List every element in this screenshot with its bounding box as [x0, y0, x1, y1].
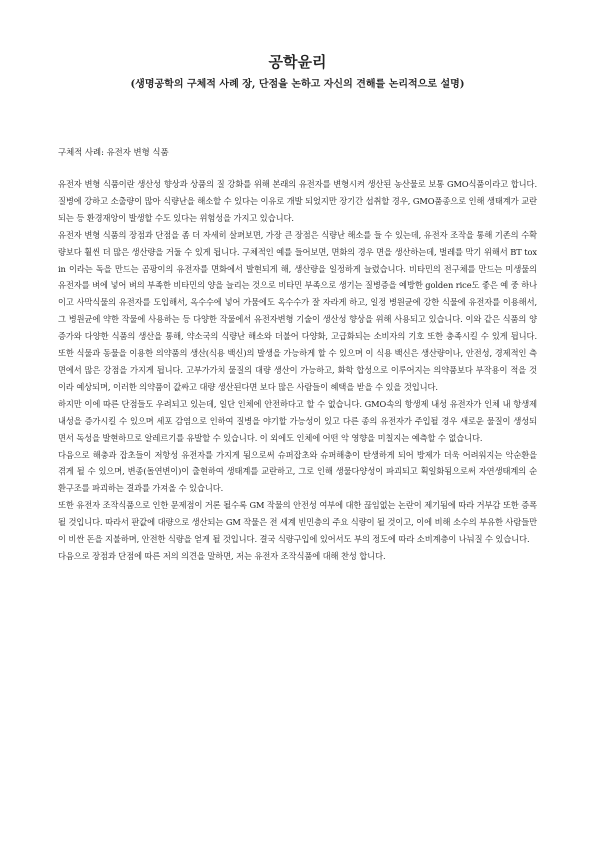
case-label: 구체적 사례: 유전자 변형 식품	[58, 147, 169, 157]
paragraph-disadvantages-health: 하지만 이에 따른 단점들도 우려되고 있는데, 일단 인체에 안전하다고 할 수 없습니다. GMO속의 항생제 내성 유전자가 인체 내 항생제 내성을 증가시킬 수 있으며 세포 감염으로 인하여 질병을 야기할 가능성이 있고 다른 종의 유전자가 주입될 경우 새로운 물질이 생성되면서 독성을 발현하므로 알레르기를 유발할 수 있습니다. 이 외에도 인체에 어떤 악 영향을 미칠지는 예측할 수 없습니다.	[58, 398, 537, 443]
document-title: 공학윤리	[268, 53, 327, 71]
paragraph-definition: 유전자 변형 식품이란 생산성 향상과 상품의 질 강화를 위해 본래의 유전자를 변형시켜 생산된 농산물로 보통 GMO식품이라고 합니다. 질병에 강하고 소출량이 많아 식량난을 해소할 수 있다는 이유로 개발 되었지만 장기간 섭취할 경우, GMO품종으로 인해 생태계가 교란되는 등 환경재앙이 발생할 수도 있다는 위험성을 가지고 있습니다.	[58, 179, 537, 223]
document-body	[58, 176, 537, 565]
paragraph-advantages: 유전자 변형 식품의 장점과 단점을 좀 더 자세히 살펴보면, 가장 큰 장점은 식량난 해소를 들 수 있는데, 유전자 조작을 통해 기존의 수확량보다 훨씬 더 많은 생산량을 거둘 수 있게 됩니다. 구체적인 예를 들어보면, 면화의 경우 면을 생산하는데, 벌레를 막기 위해서 BT toxin 이라는 독을 만드는 곰팡이의 유전자를 면화에서 발현되게 해, 생산량을 일정하게 늘렸습니다. 비타민의 전구체를 만드는 미생물의 유전자를 벼에 넣어 벼의 부족한 비타민의 양을 늘리는 것으로 비타민 부족으로 생기는 질병증을 예방한 golden rice도 좋은 예 중 하나이고 사막식물의 유전자를 도입해서, 옥수수에 넣어 가뭄에도 옥수수가 잘 자라게 하고, 일정 병원균에 강한 식물에 유전자를 이용해서, 그 병원균에 약한 작물에 사용하는 등 다양한 작물에서 유전자변형 기술이 생산성 향상을 위해 사용되고 있습니다. 이와 같은 식품의 양 증가와 다양한 식품의 생산을 통해, 약소국의 식량난 해소와 더불어 다양화, 고급화되는 소비자의 기호 또한 충족시킬 수 있게 됩니다. 또한 식물과 동물을 이용한 의약품의 생산(식용 백신)의 발생을 가능하게 할 수 있으며 이 식용 백신은 생산량이나, 안전성, 경제적인 측면에서 많은 강점을 가지게 됩니다. 고부가가치 물질의 대량 생산이 가능하고, 화학 합성으로 이루어지는 의약품보다 부작용이 적을 것이라 예상되며, 이러한 의약품이 값싸고 대량 생산된다면 보다 많은 사람들이 혜택을 받을 수 있을 것입니다.	[58, 229, 537, 392]
document-subtitle: (생명공학의 구체적 사례 장, 단점을 논하고 자신의 견해를 논리적으로 설명)	[130, 79, 465, 90]
paragraph-opinion: 다음으로 장점과 단점에 따른 저의 의견을 말하면, 저는 유전자 조작식품에 대해 찬성 합니다.	[58, 550, 386, 561]
paragraph-disadvantages-society: 또한 유전자 조작식품으로 인한 문제점이 거론 될수록 GM 작물의 안전성 여부에 대한 끊임없는 논란이 제기됨에 따라 거부감 또한 증폭될 것입니다. 따라서 판값에 대량으로 생산되는 GM 작물은 전 세계 빈민층의 주요 식량이 될 것이고, 이에 비해 소수의 부유한 사람들만이 비싼 돈을 지불하며, 안전한 식량을 얻게 될 것입니다. 결국 식량구입에 있어서도 부의 정도에 따라 소비계층이 나눠질 수 있습니다.	[58, 500, 537, 545]
paragraph-disadvantages-ecology: 다음으로 해충과 잡초들이 저항성 유전자를 가지게 됨으로써 슈퍼잡초와 슈퍼해충이 탄생하게 되어 방제가 더욱 어려워지는 악순환을 겪게 될 수 있으며, 변종(돌연변이)이 출현하여 생태계를 교란하고, 그로 인해 생물다양성이 파괴되고 획일화됨으로써 자연생태계의 순환구조를 파괴하는 결과를 가져올 수 있습니다.	[58, 449, 537, 494]
